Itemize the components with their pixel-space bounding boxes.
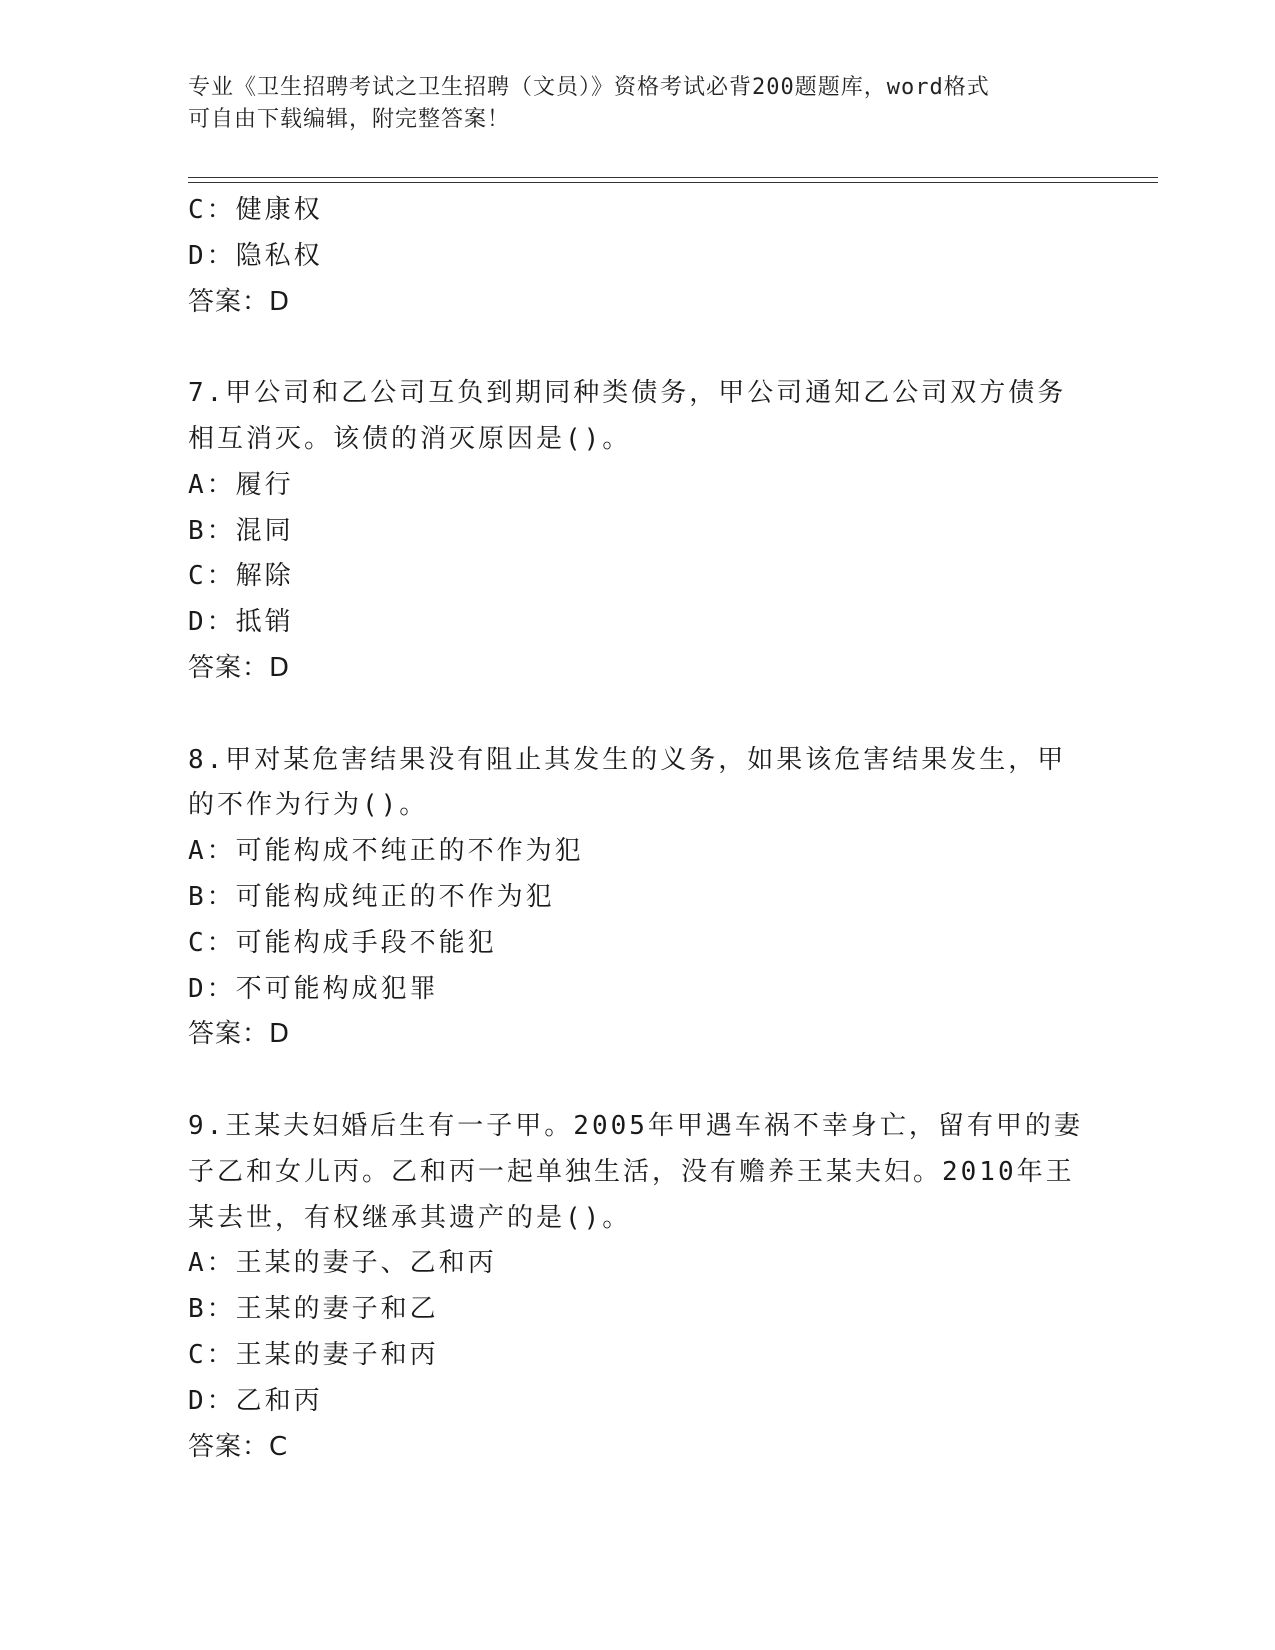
header-rule-bottom [188,182,1158,183]
option-d: D：隐私权 [188,240,323,271]
option-a: A：可能构成不纯正的不作为犯 [188,836,584,867]
document-body [188,188,1088,1470]
question-stem-line: 9.王某夫妇婚后生有一子甲。2005年甲遇车祸不幸身亡，留有甲的妻 [188,1110,1083,1141]
question-stem-line: 7.甲公司和乙公司互负到期同种类债务，甲公司通知乙公司双方债务 [188,378,1067,409]
option-c: C：健康权 [188,195,323,225]
answer-line: 答案：C [188,1431,289,1462]
header-line-2: 可自由下载编辑，附完整答案！ [188,107,511,132]
header-line-1: 专业《卫生招聘考试之卫生招聘（文员）》资格考试必背200题题库，word格式 [188,75,990,100]
option-c: C：王某的妻子和丙 [188,1339,439,1370]
option-c: C：可能构成手段不能犯 [188,927,497,958]
header-rule-top [188,177,1158,178]
option-c: C：解除 [188,561,294,592]
option-d: D：乙和丙 [188,1385,323,1416]
option-d: D：不可能构成犯罪 [188,973,439,1004]
option-d: D：抵销 [188,607,294,638]
question-stem-line: 子乙和女儿丙。乙和丙一起单独生活，没有赡养王某夫妇。2010年王 [188,1156,1075,1187]
document-header [188,72,1068,136]
question-block-7 [188,371,1088,692]
option-b: B：王某的妻子和乙 [188,1294,439,1325]
question-stem-line: 某去世，有权继承其遗产的是()。 [188,1202,632,1233]
question-block-8 [188,738,1088,1059]
answer-line: 答案：D [188,286,291,317]
question-stem-line: 相互消灭。该债的消灭原因是()。 [188,423,632,454]
answer-line: 答案：D [188,1019,291,1050]
spacer [188,1058,1088,1104]
option-a: A：王某的妻子、乙和丙 [188,1248,497,1279]
option-b: B：混同 [188,515,294,546]
spacer [188,692,1088,738]
question-block-9 [188,1104,1088,1470]
option-a: A：履行 [188,469,294,500]
option-b: B：可能构成纯正的不作为犯 [188,881,555,912]
question-stem-line: 8.甲对某危害结果没有阻止其发生的义务，如果该危害结果发生，甲 [188,744,1067,775]
answer-line: 答案：D [188,652,291,683]
question-stem-line: 的不作为行为()。 [188,790,429,821]
question-block-previous [188,188,1088,325]
spacer [188,325,1088,371]
